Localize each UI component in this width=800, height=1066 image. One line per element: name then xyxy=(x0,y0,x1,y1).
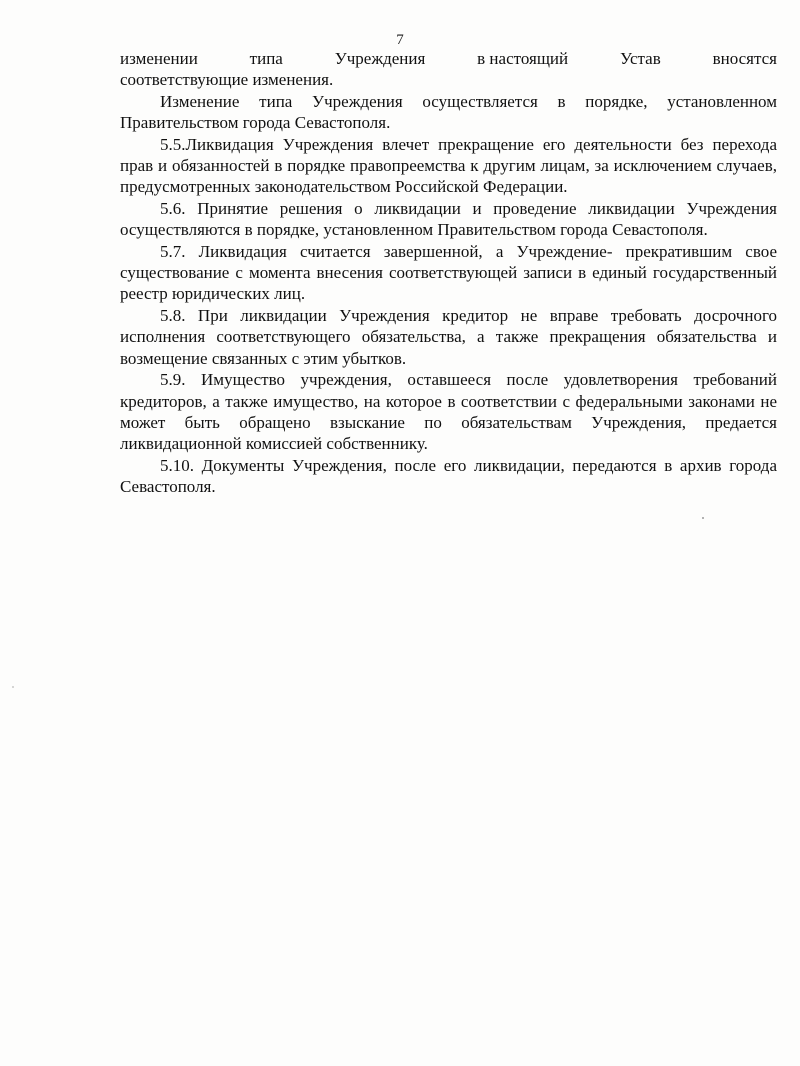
continuation-word: изменении xyxy=(120,49,198,68)
paragraph-5-9: 5.9. Имущество учреждения, оставшееся после удовлетворения требований кредиторов, а также имущество, на которое в соответствии с федеральными законами не может быть обращено взыскание по обязательствам Учреждения, предается ликвидационной комиссией собственнику. xyxy=(120,370,777,454)
paragraph-5-10: 5.10. Документы Учреждения, после его ликвидации, передаются в архив города Севастополя. xyxy=(120,455,777,497)
page-number: 7 xyxy=(396,32,404,48)
scan-speck xyxy=(12,686,14,688)
document-body xyxy=(120,48,777,498)
paragraph-type-change: Изменение типа Учреждения осуществляется в порядке, установленном Правительством города Севастополя. xyxy=(120,91,777,133)
continuation-line xyxy=(120,48,777,69)
continuation-word: Устав xyxy=(619,49,661,68)
continuation-word: в настоящий xyxy=(477,49,569,68)
continuation-word: типа xyxy=(249,49,283,68)
paragraph-5-6: 5.6. Принятие решения о ликвидации и проведение ликвидации Учреждения осуществляются в порядке, установленном Правительством города Севастополя. xyxy=(120,198,777,240)
paragraph-5-7: 5.7. Ликвидация считается завершенной, а Учреждение- прекратившим свое существование с момента внесения соответствующей записи в единый государственный реестр юридических лиц. xyxy=(120,241,777,304)
continuation-text: соответствующие изменения. xyxy=(120,70,334,90)
continuation-word: вносятся xyxy=(712,49,777,68)
paragraph-5-5: 5.5.Ликвидация Учреждения влечет прекращение его деятельности без перехода прав и обязанностей в порядке правопреемства к другим лицам, за исключением случаев, предусмотренных законодательством Российской Федерации. xyxy=(120,134,777,197)
continuation-word: Учреждения xyxy=(334,49,426,68)
paragraph-5-8: 5.8. При ликвидации Учреждения кредитор не вправе требовать досрочного исполнения соответствующего обязательства, а также прекращения обязательства и возмещение связанных с этим убытков. xyxy=(120,305,777,368)
scan-speck xyxy=(702,517,704,519)
